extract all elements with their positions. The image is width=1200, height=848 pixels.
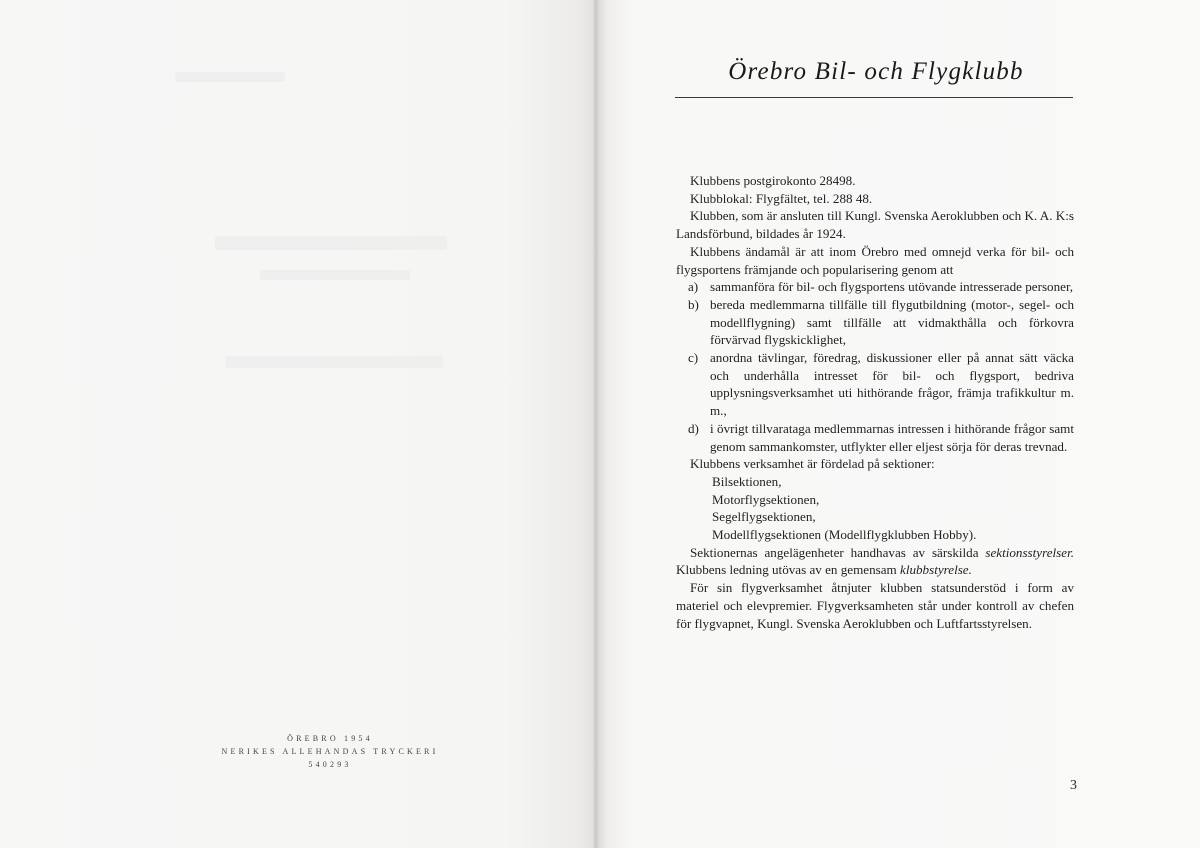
sektionsstyrelser-term: sektionsstyrelser. <box>985 544 1074 560</box>
colophon-line-2: NERIKES ALLEHANDAS TRYCKERI <box>221 747 439 756</box>
list-item <box>676 278 1074 296</box>
list-marker: d) <box>688 420 699 436</box>
paragraph-postgiro: Klubbens postgirokonto 28498. <box>690 173 856 188</box>
section-item: Modellflygsektionen (Modellflygklubben Hobby). <box>712 527 977 543</box>
list-item-text: sammanföra för bil- och flygsportens utövande intresserade personer, <box>710 279 1074 295</box>
list-item <box>676 420 1074 455</box>
list-item <box>676 349 1074 420</box>
colophon <box>200 732 460 771</box>
paragraph-klubblokal: Klubblokal: Flygfältet, tel. 288 48. <box>690 190 873 206</box>
show-through-mark <box>225 356 443 368</box>
section-item: Bilsektionen, <box>712 473 782 489</box>
sections-intro: Klubbens verksamhet är fördelad på sektioner: <box>690 456 935 472</box>
paragraph-flygverksamhet: För sin flygverksamhet åtnjuter klubben statsunderstöd i form av materiel och elevpremier. Flygverksamheten står under kontroll av chefen för flygvapnet, Kungl. Svenska Aeroklubben och Luftfartsstyrelsen. <box>676 580 1074 631</box>
paragraph-sektioner <box>676 544 1074 579</box>
show-through-mark <box>215 236 447 250</box>
paragraph-andamal: Klubbens ändamål är att inom Örebro med omnejd verka för bil- och flygsportens främjande och popularisering genom att <box>676 243 1074 277</box>
left-page <box>0 0 596 848</box>
show-through-mark <box>260 270 410 280</box>
paragraph-sektioner-part1: Sektionernas angelägenheter handhavas av särskilda <box>690 544 986 560</box>
section-item: Segelflygsektionen, <box>712 509 816 525</box>
list-marker: c) <box>688 350 699 366</box>
page-number: 3 <box>1070 778 1077 793</box>
klubbstyrelse-term: klubbstyrelse. <box>900 562 972 578</box>
list-item-text: i övrigt tillvarataga medlemmarnas intressen i hithörande frågor samt genom sammankomster, utflykter eller eljest sörja för deras trevnad. <box>710 420 1074 454</box>
paragraph-ansluten: Klubben, som är ansluten till Kungl. Svenska Aeroklubben och K. A. K:s Landsförbund, bildades år 1924. <box>676 208 1074 242</box>
list-item <box>676 296 1074 349</box>
list-marker: a) <box>688 279 699 295</box>
colophon-line-1: ÖREBRO 1954 <box>287 734 373 743</box>
list-marker: b) <box>688 296 699 312</box>
page-title: Örebro Bil- och Flygklubb <box>728 58 1024 85</box>
colophon-line-3: 540293 <box>308 760 352 769</box>
section-item: Motorflygsektionen, <box>712 491 820 507</box>
list-item-text: bereda medlemmarna tillfälle till flygutbildning (motor-, segel- och modellflygning) samt tillfälle att vidmakthålla och förkovra förvärvad flygskicklighet, <box>710 296 1074 348</box>
paragraph-sektioner-part3: Klubbens ledning utövas av en gemensam <box>676 562 901 578</box>
book-gutter <box>593 0 599 848</box>
list-item-text: anordna tävlingar, föredrag, diskussioner eller på annat sätt väcka och underhålla intresset för bil- och flygsport, bedriva upplysningsverksamhet uti hithörande frågor, främja trafikkultur m. m., <box>710 350 1074 419</box>
show-through-mark <box>175 72 285 82</box>
title-divider <box>675 97 1073 98</box>
body-text <box>676 172 1074 632</box>
